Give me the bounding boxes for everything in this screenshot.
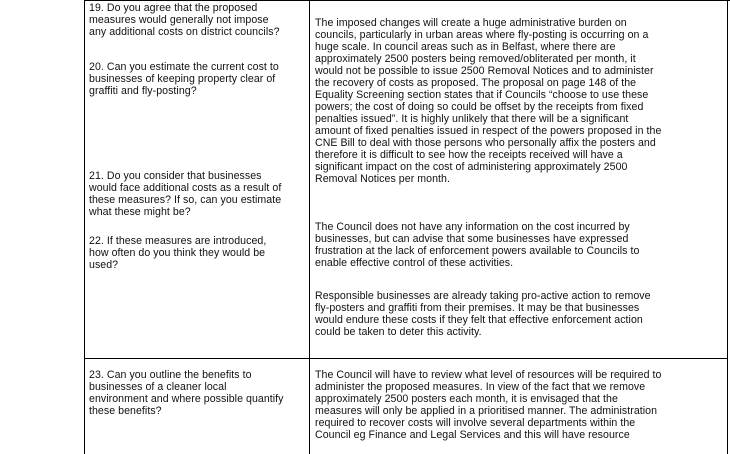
question-23: 23. Can you outline the benefits to businesses of a cleaner local environment and where possible quantify these benefits?	[89, 369, 284, 417]
answer-business-costs-paragraph: The Council does not have any information on the cost incurred by businesses, but can advise that some businesses have expressed frustration at the lack of enforcement powers available to Councils to enable effective control of these activities.	[315, 221, 640, 269]
table-row-divider	[84, 358, 728, 359]
table-border-left	[84, 0, 85, 454]
answer-costs-paragraph: The imposed changes will create a huge administrative burden on councils, particularly in urban areas where fly-posting is occurring on a huge scale. In council areas such as in Belfast, where there are approximately 2500 posters being removed/obliterated per month, it would not be possible to issue 2500 Removal Notices and to administer the recovery of costs as proposed. The proposal on page 148 of the Equality Screening section states that if Councils “choose to use these powers; the cost of doing so could be offset by the receipts from fixed penalties issued”. It is highly unlikely that there will be a significant amount of fixed penalties issued in respect of the powers proposed in the CNE Bill to deal with those persons who personally affix the posters and therefore it is difficult to see how the receipts received will have a significant impact on the cost of administering approximately 2500 Removal Notices per month.	[315, 17, 662, 185]
question-22: 22. If these measures are introduced, how often do you think they would be used?	[89, 235, 267, 271]
table-border-right	[727, 0, 728, 454]
question-19: 19. Do you agree that the proposed measures would generally not impose any additional costs on district councils?	[89, 2, 280, 38]
question-20: 20. Can you estimate the current cost to businesses of keeping property clear of graffiti and fly-posting?	[89, 61, 279, 97]
answer-resources-paragraph: The Council will have to review what level of resources will be required to administer the proposed measures. In view of the fact that we remove approximately 2500 posters each month, it is envisaged that the measures will only be applied in a prioritised manner. The administration required to recover costs will involve several departments within the Council eg Finance and Legal Services and this will have resource	[315, 369, 662, 441]
answer-responsible-businesses-paragraph: Responsible businesses are already taking pro-active action to remove fly-posters and graffiti from their premises. It may be that businesses would endure these costs if they felt that effective enforcement action could be taken to deter this activity.	[315, 290, 651, 338]
table-border-top	[84, 0, 730, 1]
question-21: 21. Do you consider that businesses would face additional costs as a result of these measures? If so, can you estimate what these might be?	[89, 170, 282, 218]
table-column-divider	[309, 0, 310, 454]
